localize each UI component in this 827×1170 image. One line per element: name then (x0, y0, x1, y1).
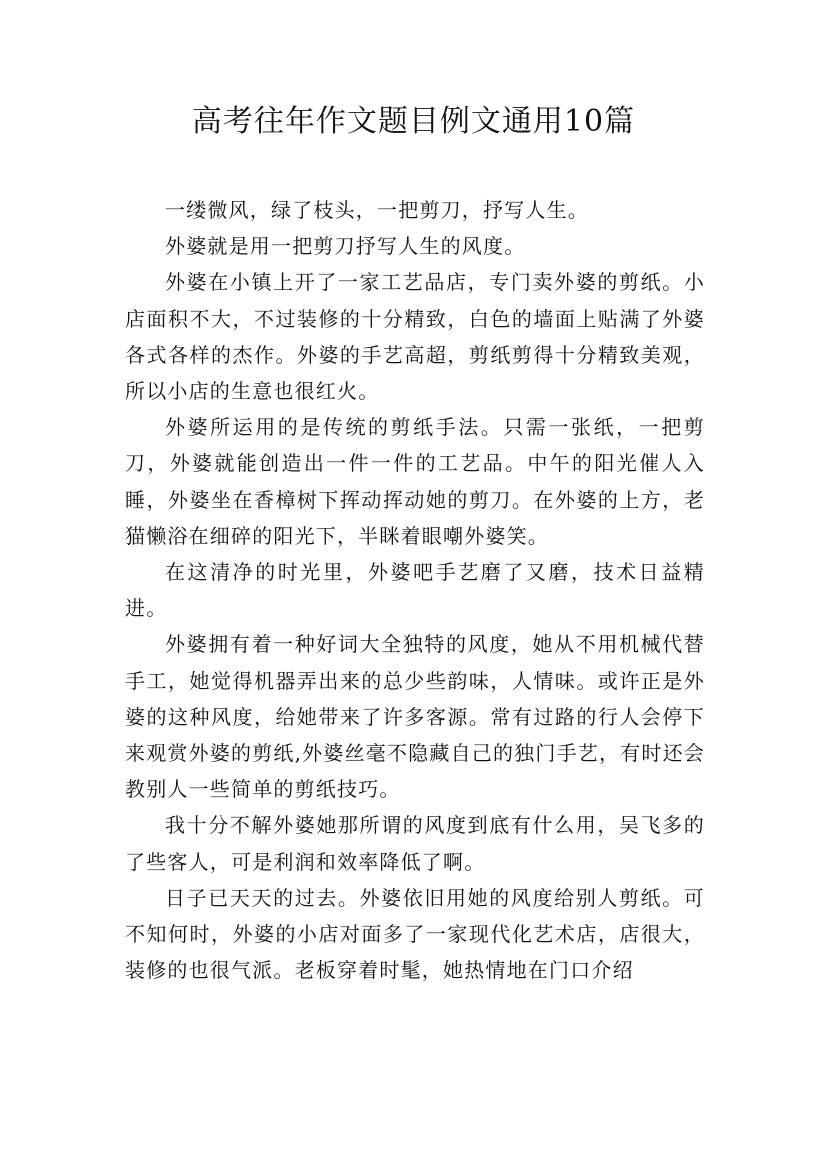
paragraph-3: 外婆在小镇上开了一家工艺品店，专门卖外婆的剪纸。小店面积不大，不过装修的十分精致，白色的墙面上贴满了外婆各式各样的杰作。外婆的手艺高超，剪纸剪得十分精致美观，所以小店的生意也很红火。 (125, 270, 705, 404)
paragraph-2: 外婆就是用一把剪刀抒写人生的风度。 (165, 234, 526, 259)
paragraph-6: 外婆拥有着一种好词大全独特的风度，她从不用机械代替手工，她觉得机器弄出来的总少些韵味，人情味。或许正是外婆的这种风度，给她带来了许多客源。常有过路的行人会停下来观赏外婆的剪纸,外婆丝毫不隐藏自己的独门手艺，有时还会教别人一些简单的剪纸技巧。 (125, 632, 705, 802)
paragraph-8: 日子已天天的过去。外婆依旧用她的风度给别人剪纸。可不知何时，外婆的小店对面多了一家现代化艺术店，店很大，装修的也很气派。老板穿着时髦，她热情地在门口介绍 (125, 885, 705, 983)
paragraph-1: 一缕微风，绿了枝头，一把剪刀，抒写人生。 (165, 198, 589, 222)
document-body (125, 192, 705, 988)
paragraph-4: 外婆所运用的是传统的剪纸手法。只需一张纸，一把剪刀，外婆就能创造出一件一件的工艺品。中午的阳光催人入睡，外婆坐在香樟树下挥动挥动她的剪刀。在外婆的上方，老猫懒浴在细碎的阳光下，半眯着眼嘲外婆笑。 (125, 415, 705, 548)
paragraph-5: 在这清净的时光里，外婆吧手艺磨了又磨，技术日益精进。 (125, 560, 705, 621)
paragraph-7: 我十分不解外婆她那所谓的风度到底有什么用，吴飞多的了些客人，可是利润和效率降低了啊。 (125, 813, 705, 874)
document-title: 高考往年作文题目例文通用10篇 (191, 104, 636, 139)
